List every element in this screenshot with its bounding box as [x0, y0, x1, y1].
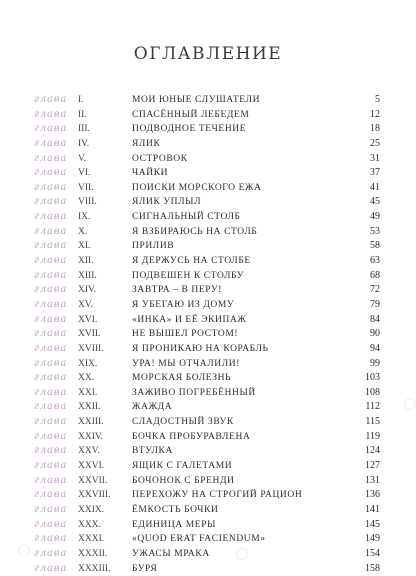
page-number: 53	[370, 225, 380, 240]
page-number: 136	[365, 488, 380, 503]
chapter-title: НЕ ВЫШЕЛ РОСТОМ!	[132, 327, 238, 342]
chapter-label: глава	[34, 547, 67, 562]
chapter-label: глава	[34, 342, 67, 357]
chapter-title: МОРСКАЯ БОЛЕЗНЬ	[132, 371, 231, 386]
chapter-number: XIV.	[78, 283, 96, 298]
chapter-number: XXII.	[78, 400, 100, 415]
chapter-title: СЛАДОСТНЫЙ ЗВУК	[132, 415, 234, 430]
chapter-label: глава	[34, 532, 67, 547]
chapter-title: «ИНКА» И ЕЁ ЭКИПАЖ	[132, 313, 247, 328]
chapter-title: СПАСЁННЫЙ ЛЕБЕДЕМ	[132, 108, 249, 123]
chapter-title: БУРЯ	[132, 562, 157, 576]
chapter-title: ВТУЛКА	[132, 444, 173, 459]
chapter-number: I.	[78, 93, 84, 108]
chapter-title: ЧАЙКИ	[132, 166, 168, 181]
chapter-label: глава	[34, 166, 67, 181]
toc-entry	[34, 210, 380, 225]
page-number: 112	[365, 400, 380, 415]
page-number: 31	[370, 152, 380, 167]
toc-entry	[34, 357, 380, 372]
toc-entry	[34, 93, 380, 108]
chapter-number: XXVII.	[78, 474, 107, 489]
page-number: 131	[365, 474, 380, 489]
chapter-number: IV.	[78, 137, 89, 152]
chapter-label: глава	[34, 459, 67, 474]
toc-entry	[34, 152, 380, 167]
toc-entry	[34, 503, 380, 518]
chapter-title: ЁМКОСТЬ БОЧКИ	[132, 503, 218, 518]
toc-entry	[34, 488, 380, 503]
toc-entry	[34, 327, 380, 342]
chapter-title: Я УБЕГАЮ ИЗ ДОМУ	[132, 298, 234, 313]
chapter-label: глава	[34, 357, 67, 372]
page-number: 41	[370, 181, 380, 196]
page-number: 63	[370, 254, 380, 269]
toc-entry	[34, 400, 380, 415]
chapter-number: XVIII.	[78, 342, 104, 357]
toc-entry	[34, 386, 380, 401]
chapter-label: глава	[34, 386, 67, 401]
corner-mark-center	[236, 548, 248, 560]
chapter-title: ЯЛИК УПЛЫЛ	[132, 195, 201, 210]
chapter-label: глава	[34, 444, 67, 459]
chapter-number: XXIX.	[78, 503, 104, 518]
chapter-number: X.	[78, 225, 87, 240]
toc-entry	[34, 474, 380, 489]
toc-entry	[34, 239, 380, 254]
chapter-title: ЯЩИК С ГАЛЕТАМИ	[132, 459, 232, 474]
chapter-title: БОЧОНОК С БРЕНДИ	[132, 474, 235, 489]
chapter-label: глава	[34, 327, 67, 342]
page-number: 49	[370, 210, 380, 225]
page-number: 94	[370, 342, 380, 357]
chapter-label: глава	[34, 225, 67, 240]
chapter-number: XXIII.	[78, 415, 104, 430]
chapter-title: ЕДИНИЦА МЕРЫ	[132, 518, 216, 533]
page-number: 58	[370, 239, 380, 254]
chapter-number: II.	[78, 108, 87, 123]
chapter-label: глава	[34, 298, 67, 313]
toc-entry	[34, 122, 380, 137]
chapter-title: ПРИЛИВ	[132, 239, 174, 254]
toc-entry	[34, 430, 380, 445]
page-number: 90	[370, 327, 380, 342]
page-number: 124	[365, 444, 380, 459]
chapter-label: глава	[34, 93, 67, 108]
toc-entry	[34, 371, 380, 386]
page-title: ОГЛАВЛЕНИЕ	[0, 44, 416, 64]
page-number: 37	[370, 166, 380, 181]
chapter-number: XXVIII.	[78, 488, 110, 503]
page-number: 68	[370, 269, 380, 284]
chapter-number: XX.	[78, 371, 94, 386]
chapter-label: глава	[34, 430, 67, 445]
chapter-number: XVII.	[78, 327, 100, 342]
chapter-label: глава	[34, 415, 67, 430]
toc-entry	[34, 254, 380, 269]
chapter-title: Я ПРОНИКАЮ НА КОРАБЛЬ	[132, 342, 269, 357]
table-of-contents	[34, 93, 380, 576]
chapter-label: глава	[34, 152, 67, 167]
chapter-number: XIX.	[78, 357, 97, 372]
chapter-label: глава	[34, 195, 67, 210]
chapter-label: глава	[34, 181, 67, 196]
chapter-title: Я ДЕРЖУСЬ НА СТОЛБЕ	[132, 254, 251, 269]
chapter-number: VI.	[78, 166, 90, 181]
chapter-label: глава	[34, 371, 67, 386]
page-number: 145	[365, 518, 380, 533]
chapter-label: глава	[34, 518, 67, 533]
chapter-number: XXIV.	[78, 430, 103, 445]
chapter-label: глава	[34, 210, 67, 225]
chapter-number: XXXIII.	[78, 562, 110, 576]
chapter-label: глава	[34, 283, 67, 298]
chapter-title: «QUOD ERAT FACIENDUM»	[132, 532, 266, 547]
chapter-label: глава	[34, 400, 67, 415]
page-number: 12	[370, 108, 380, 123]
chapter-label: глава	[34, 108, 67, 123]
chapter-number: XIII.	[78, 269, 97, 284]
chapter-number: III.	[78, 122, 90, 137]
chapter-label: глава	[34, 562, 67, 576]
toc-entry	[34, 283, 380, 298]
toc-entry	[34, 562, 380, 576]
chapter-title: ЗАВТРА – В ПЕРУ!	[132, 283, 222, 298]
page-number: 25	[370, 137, 380, 152]
chapter-title: УЖАСЫ МРАКА	[132, 547, 210, 562]
page-number: 79	[370, 298, 380, 313]
page-number: 5	[375, 93, 380, 108]
chapter-title: ЖАЖДА	[132, 400, 172, 415]
chapter-label: глава	[34, 488, 67, 503]
chapter-title: ПОДВЕШЕН К СТОЛБУ	[132, 269, 244, 284]
page-number: 18	[370, 122, 380, 137]
toc-entry	[34, 532, 380, 547]
toc-entry	[34, 298, 380, 313]
page-number: 154	[365, 547, 380, 562]
toc-entry	[34, 225, 380, 240]
chapter-label: глава	[34, 122, 67, 137]
chapter-number: XXI.	[78, 386, 97, 401]
chapter-number: V.	[78, 152, 86, 167]
chapter-label: глава	[34, 503, 67, 518]
chapter-label: глава	[34, 239, 67, 254]
toc-entry	[34, 459, 380, 474]
toc-entry	[34, 415, 380, 430]
chapter-number: XXVI.	[78, 459, 104, 474]
page-number: 108	[365, 386, 380, 401]
chapter-title: УРА! МЫ ОТЧАЛИЛИ!	[132, 357, 240, 372]
chapter-title: ПОДВОДНОЕ ТЕЧЕНИЕ	[132, 122, 246, 137]
page-number: 72	[370, 283, 380, 298]
toc-entry	[34, 518, 380, 533]
chapter-label: глава	[34, 254, 67, 269]
chapter-number: VII.	[78, 181, 94, 196]
chapter-title: ПЕРЕХОЖУ НА СТРОГИЙ РАЦИОН	[132, 488, 302, 503]
chapter-title: БОЧКА ПРОБУРАВЛЕНА	[132, 430, 250, 445]
page-number: 45	[370, 195, 380, 210]
toc-entry	[34, 342, 380, 357]
chapter-title: ОСТРОВОК	[132, 152, 188, 167]
chapter-number: XXXII.	[78, 547, 107, 562]
toc-entry	[34, 547, 380, 562]
chapter-title: МОИ ЮНЫЕ СЛУШАТЕЛИ	[132, 93, 260, 108]
corner-mark-left	[18, 545, 30, 557]
page-number: 127	[365, 459, 380, 474]
chapter-number: XXV.	[78, 444, 100, 459]
toc-entry	[34, 166, 380, 181]
chapter-number: XXX.	[78, 518, 101, 533]
toc-entry	[34, 269, 380, 284]
page-number: 158	[365, 562, 380, 576]
page-number: 119	[365, 430, 380, 445]
chapter-number: XI.	[78, 239, 90, 254]
toc-entry	[34, 444, 380, 459]
chapter-title: Я ВЗБИРАЮСЬ НА СТОЛБ	[132, 225, 257, 240]
toc-entry	[34, 108, 380, 123]
chapter-number: XII.	[78, 254, 94, 269]
chapter-title: ЗАЖИВО ПОГРЕБЁННЫЙ	[132, 386, 256, 401]
page-number: 84	[370, 313, 380, 328]
toc-entry	[34, 181, 380, 196]
chapter-number: VIII.	[78, 195, 97, 210]
chapter-label: глава	[34, 269, 67, 284]
chapter-label: глава	[34, 313, 67, 328]
chapter-title: ЯЛИК	[132, 137, 160, 152]
page-number: 99	[370, 357, 380, 372]
chapter-number: XVI.	[78, 313, 97, 328]
toc-entry	[34, 313, 380, 328]
chapter-label: глава	[34, 137, 67, 152]
page-number: 115	[365, 415, 380, 430]
page-number: 103	[365, 371, 380, 386]
chapter-title: ПОИСКИ МОРСКОГО ЕЖА	[132, 181, 262, 196]
chapter-number: IX.	[78, 210, 90, 225]
chapter-title: СИГНАЛЬНЫЙ СТОЛБ	[132, 210, 241, 225]
chapter-number: XXXI.	[78, 532, 104, 547]
corner-mark-right	[404, 398, 416, 410]
toc-entry	[34, 195, 380, 210]
chapter-number: XV.	[78, 298, 93, 313]
page-number: 149	[365, 532, 380, 547]
chapter-label: глава	[34, 474, 67, 489]
toc-entry	[34, 137, 380, 152]
page-number: 141	[365, 503, 380, 518]
